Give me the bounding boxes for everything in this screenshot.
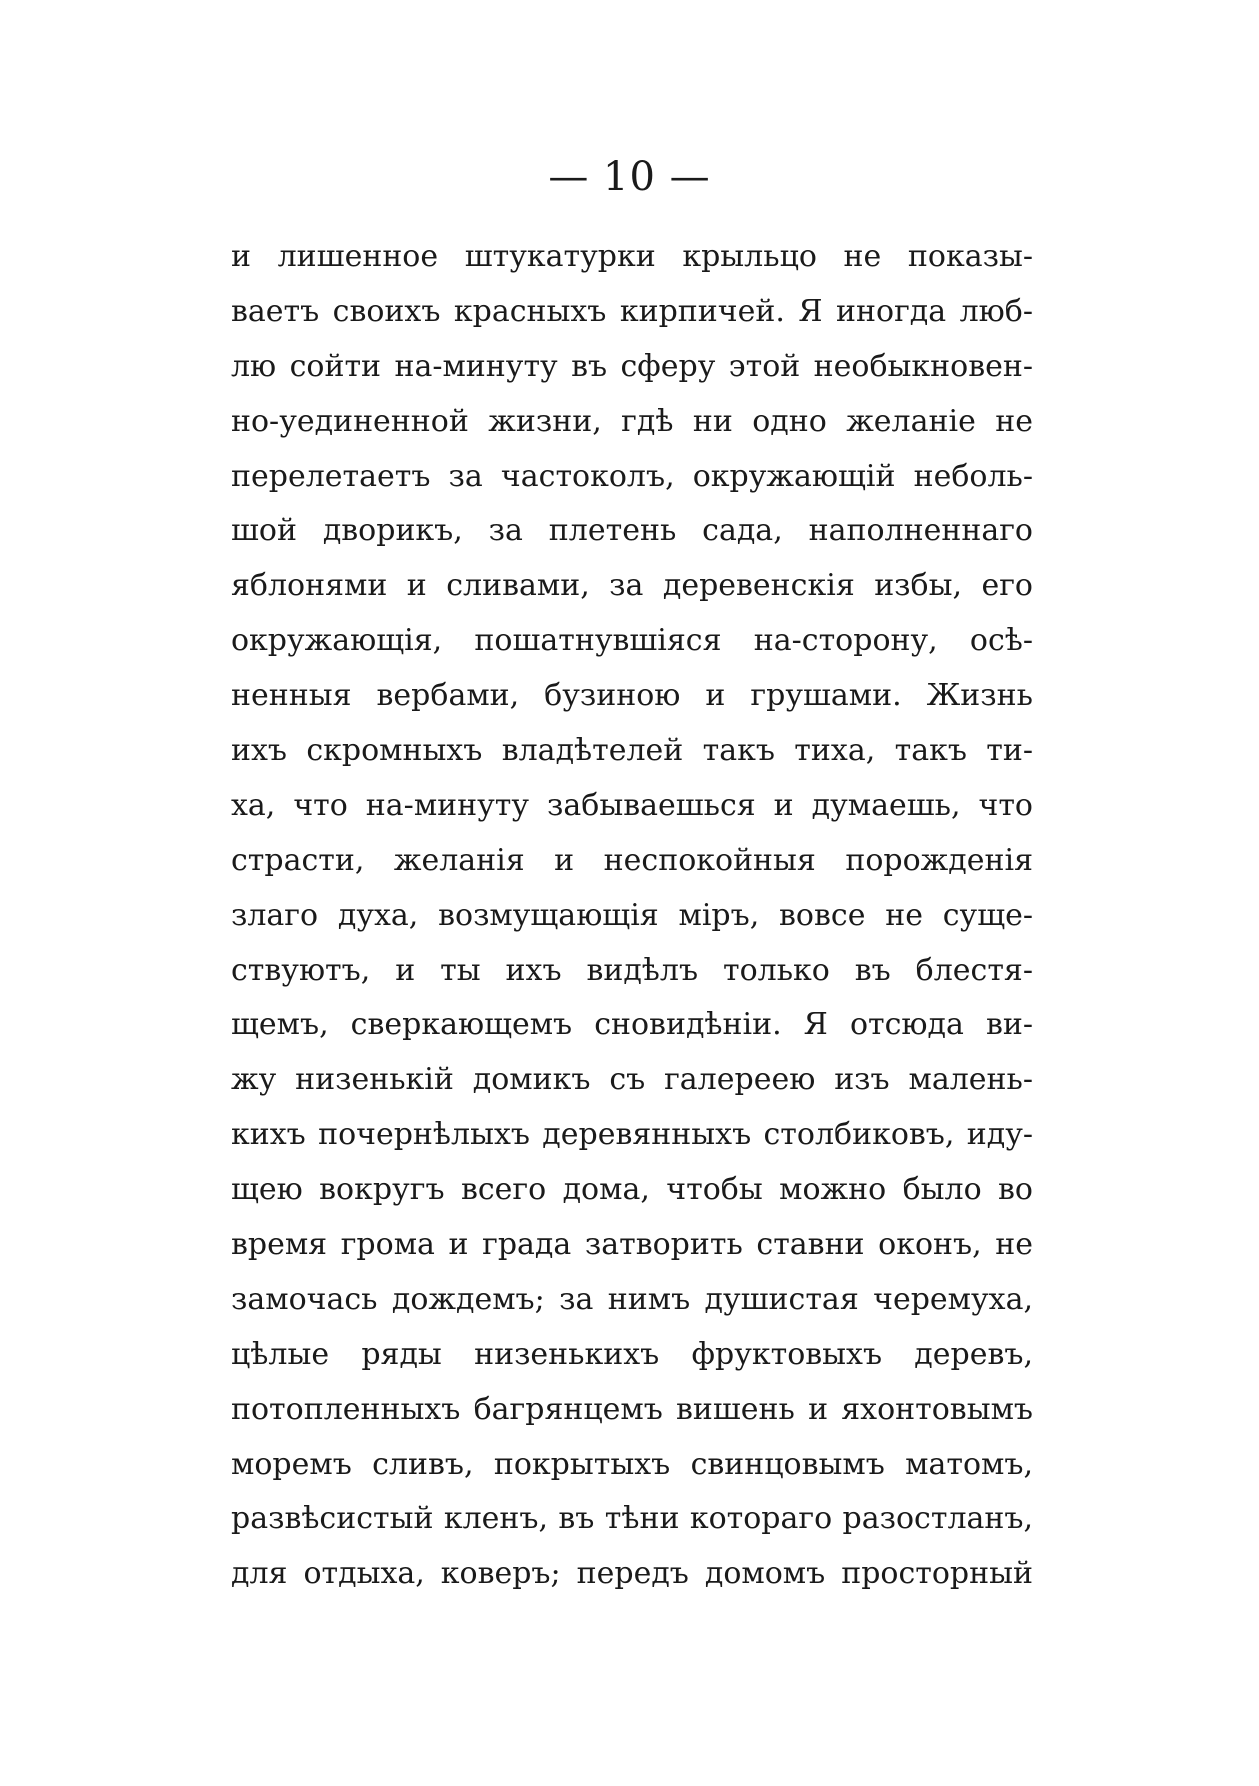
- text-line: шой дворикъ, за плетень сада, наполненнаго: [231, 513, 1033, 549]
- text-line: цѣлые ряды низенькихъ фруктовыхъ деревъ,: [231, 1336, 1033, 1372]
- text-line: ваетъ своихъ красныхъ кирпичей. Я иногда люб-: [231, 293, 1033, 329]
- text-line: ненныя вербами, бузиною и грушами. Жизнь: [231, 678, 1033, 714]
- text-line: потопленныхъ багрянцемъ вишень и яхонтовымъ: [231, 1391, 1033, 1427]
- text-line: щемъ, сверкающемъ сновидѣніи. Я отсюда ви-: [231, 1007, 1033, 1043]
- text-line: яблонями и сливами, за деревенскія избы, его: [231, 568, 1033, 604]
- text-line: страсти, желанія и неспокойныя порожденія: [231, 842, 1033, 878]
- text-line: жу низенькій домикъ съ галереею изъ малень-: [231, 1062, 1033, 1098]
- text-line: окружающія, пошатнувшіяся на-сторону, осѣ-: [231, 623, 1033, 659]
- text-line: щею вокругъ всего дома, чтобы можно было во: [231, 1172, 1033, 1208]
- text-line: но-уединенной жизни, гдѣ ни одно желаніе не: [231, 403, 1033, 439]
- text-line: злаго духа, возмущающія міръ, вовсе не суще-: [231, 897, 1033, 933]
- text-line: развѣсистый кленъ, въ тѣни котораго разостланъ,: [231, 1501, 1033, 1537]
- text-line: перелетаетъ за частоколъ, окружающій неболь-: [231, 458, 1033, 494]
- text-line: кихъ почернѣлыхъ деревянныхъ столбиковъ, иду-: [231, 1117, 1033, 1153]
- body-text: [231, 230, 1033, 1602]
- text-line: ствуютъ, и ты ихъ видѣлъ только въ блестя-: [231, 952, 1033, 988]
- text-line: и лишенное штукатурки крыльцо не показы-: [231, 239, 1033, 274]
- text-line: ха, что на-минуту забываешься и думаешь, что: [231, 787, 1033, 823]
- text-line: для отдыха, коверъ; передъ домомъ просторный: [231, 1556, 1033, 1592]
- text-line: лю сойти на-минуту въ сферу этой необыкновен-: [231, 348, 1033, 384]
- text-line: время грома и града затворить ставни оконъ, не: [231, 1227, 1033, 1263]
- page-number: — 10 —: [548, 154, 711, 200]
- text-line: ихъ скромныхъ владѣтелей такъ тиха, такъ ти-: [231, 733, 1033, 769]
- text-line: моремъ сливъ, покрытыхъ свинцовымъ матомъ,: [231, 1446, 1033, 1482]
- text-line: замочась дождемъ; за нимъ душистая черемуха,: [231, 1281, 1033, 1317]
